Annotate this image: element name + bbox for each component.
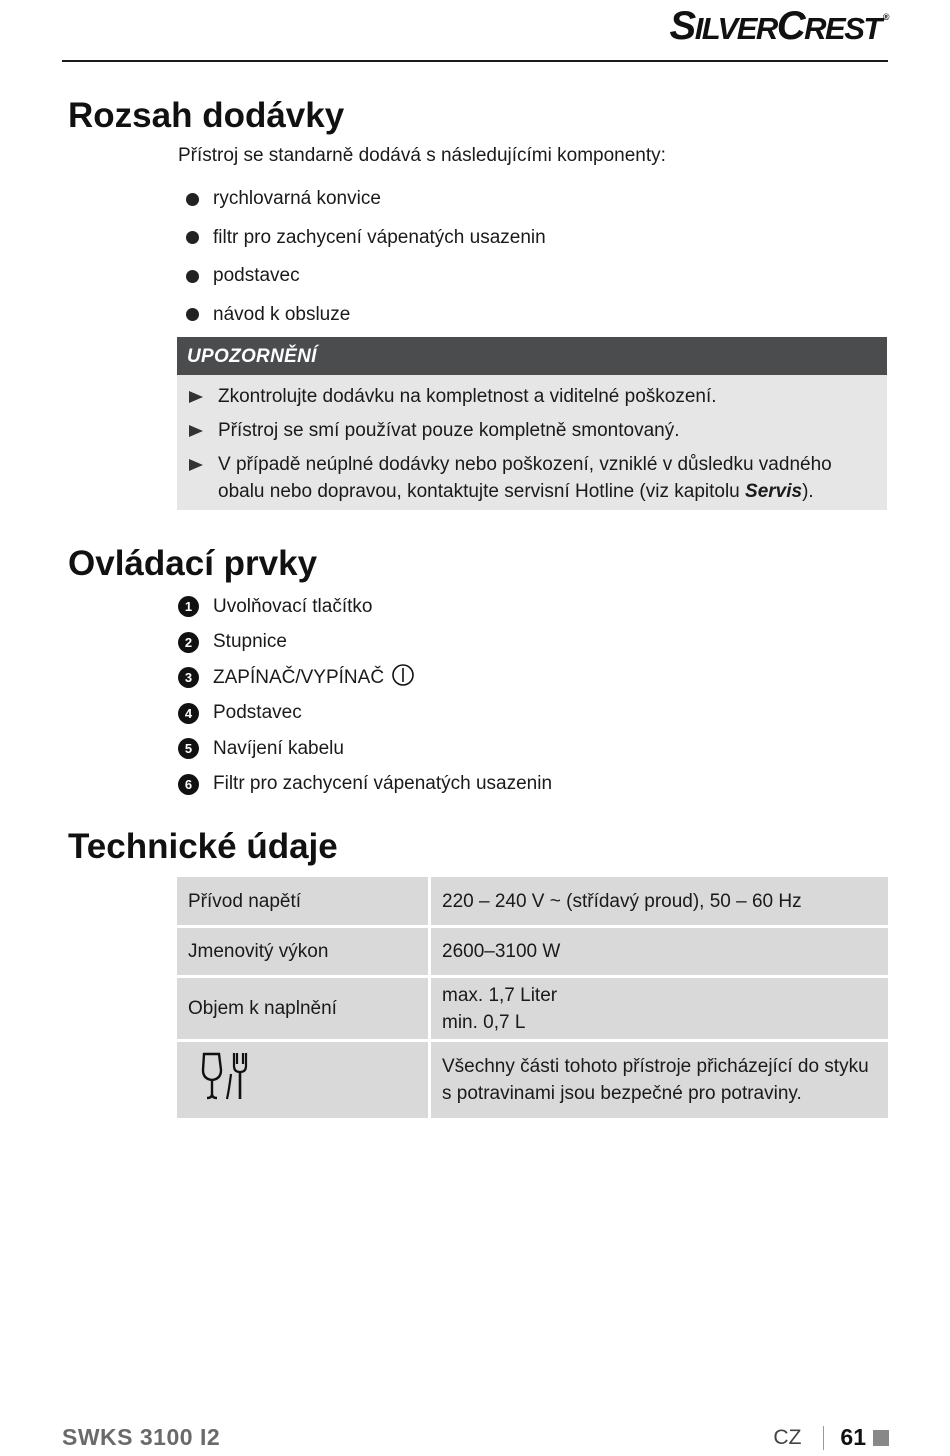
square-icon [873,1430,889,1446]
number-badge: 4 [178,703,199,724]
notice-item: Přístroj se smí používat pouze kompletně smontovaný. [187,417,877,444]
arrow-icon [189,459,203,471]
table-key [177,1042,428,1118]
list-item: 6 Filtr pro zachycení vápenatých usazenin [178,767,552,803]
language-code: CZ [773,1425,802,1449]
notice-list [187,383,877,512]
table-row [177,978,888,1039]
table-key: Jmenovitý výkon [177,928,428,975]
table-value: 220 – 240 V ~ (střídavý proud), 50 – 60 Hz [431,877,888,925]
notice-heading: UPOZORNĚNÍ [177,337,887,375]
number-badge: 6 [178,774,199,795]
list-item: 5 Navíjení kabelu [178,731,552,767]
list-item: rychlovarná konvice [186,180,546,219]
bullet-icon [186,308,199,321]
delivery-list [186,180,546,334]
notice-item: V případě neúplné dodávky nebo poškození, vzniklé v důsledku vadného obalu nebo dopravou, kontaktujte servisní Hotline (viz kapitolu Servis). [187,451,877,505]
table-value: 2600–3100 W [431,928,888,975]
table-value: Všechny části tohoto přístroje přicházející do styku s potravinami jsou bezpečné pro potraviny. [431,1042,888,1118]
list-item: 2 Stupnice [178,625,552,661]
model-number: SWKS 3100 I2 [62,1424,221,1450]
number-badge: 5 [178,738,199,759]
tech-table [177,877,888,1121]
bullet-icon [186,193,199,206]
notice-box [177,337,887,510]
list-item: 1 Uvolňovací tlačítko [178,589,552,625]
controls-list [178,589,552,802]
table-value: max. 1,7 Liter min. 0,7 L [431,978,888,1039]
food-safe-icon [201,1050,249,1110]
table-row [177,1042,888,1118]
section-title-tech: Technické údaje [68,827,338,866]
number-badge: 1 [178,596,199,617]
list-item: 4 Podstavec [178,696,552,732]
table-row [177,928,888,975]
section-title-controls: Ovládací prvky [68,544,318,583]
list-item: návod k obsluze [186,296,546,335]
footer-divider [823,1426,824,1450]
bullet-icon [186,231,199,244]
arrow-icon [189,425,203,437]
arrow-icon [189,391,203,403]
table-key: Objem k naplnění [177,978,428,1039]
bullet-icon [186,270,199,283]
header-rule [62,60,888,62]
silvercrest-logo: SILVERCREST ® [669,4,888,48]
number-badge: 3 [178,667,199,688]
power-icon [391,663,415,693]
number-badge: 2 [178,632,199,653]
chapter-reference: Servis [745,481,803,502]
section-title-delivery: Rozsah dodávky [68,96,345,135]
table-key: Přívod napětí [177,877,428,925]
delivery-intro: Přístroj se standarně dodává s následujícími komponenty: [178,145,666,166]
table-row [177,877,888,925]
notice-item: Zkontrolujte dodávku na kompletnost a viditelné poškození. [187,383,877,410]
list-item: filtr pro zachycení vápenatých usazenin [186,219,546,258]
page-footer [773,1424,889,1451]
list-item: 3 ZAPÍNAČ/VYPÍNAČ [178,660,552,696]
list-item: podstavec [186,257,546,296]
page-number: 61 [840,1424,866,1450]
